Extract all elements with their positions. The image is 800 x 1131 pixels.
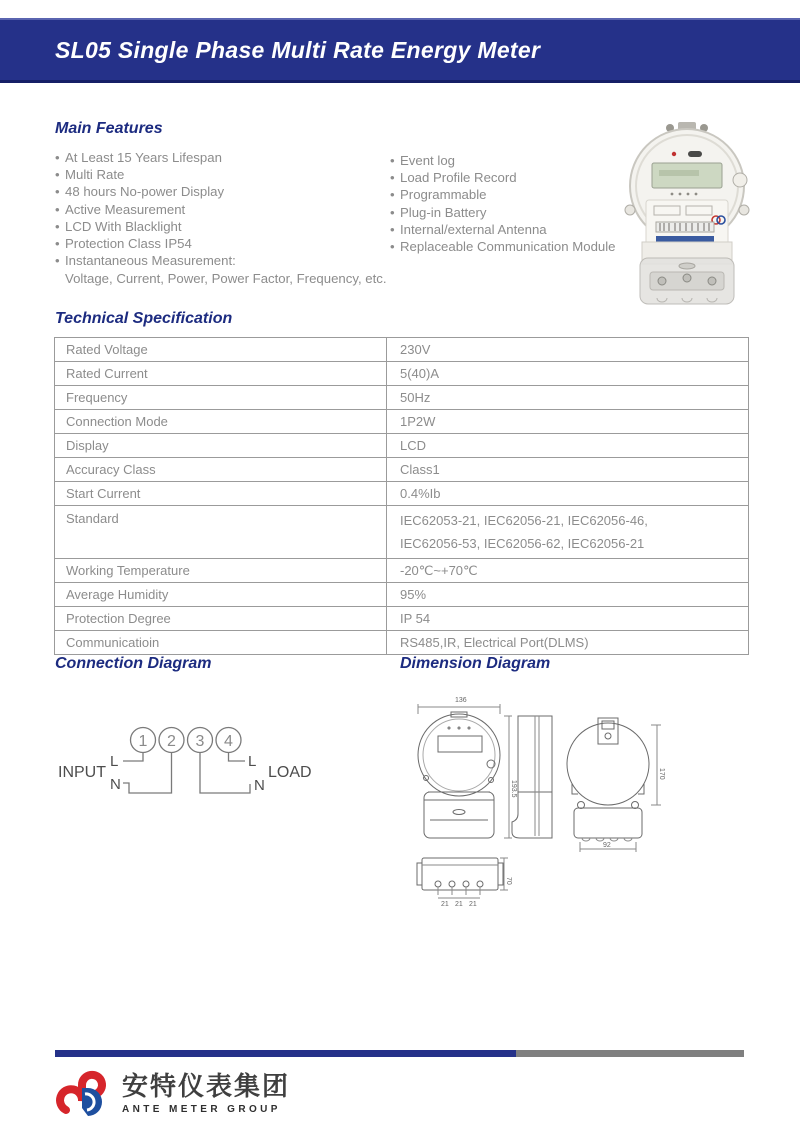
feature-item: • Multi Rate bbox=[55, 166, 385, 183]
dim-terminal-pitch: 21 bbox=[469, 901, 477, 908]
spec-label: Protection Degree bbox=[55, 607, 387, 631]
feature-item: • Protection Class IP54 bbox=[55, 235, 385, 252]
spec-table bbox=[54, 337, 749, 655]
footer-rule-blue bbox=[55, 1050, 516, 1057]
feature-item: • Active Measurement bbox=[55, 201, 385, 218]
meter-led bbox=[672, 152, 676, 156]
feature-item: • Load Profile Record bbox=[390, 169, 625, 186]
dim-depth: 70 bbox=[505, 877, 512, 885]
spec-label: Standard bbox=[55, 506, 387, 559]
table-row bbox=[55, 434, 749, 458]
spec-label: Display bbox=[55, 434, 387, 458]
company-logo bbox=[52, 1064, 290, 1122]
dim-terminal-pitch: 21 bbox=[455, 901, 463, 908]
line-label-l-left: L bbox=[110, 753, 119, 770]
feature-item: • Plug-in Battery bbox=[390, 204, 625, 221]
spec-value: -20℃~+70℃ bbox=[387, 559, 749, 583]
spec-label: Rated Current bbox=[55, 362, 387, 386]
line-label-l-right: L bbox=[248, 753, 257, 770]
company-name-block bbox=[122, 1072, 290, 1115]
spec-label: Rated Voltage bbox=[55, 338, 387, 362]
page-title: SL05 Single Phase Multi Rate Energy Meter bbox=[55, 36, 541, 63]
company-name-english: ANTE METER GROUP bbox=[122, 1103, 281, 1115]
table-row bbox=[55, 362, 749, 386]
spec-value: Class1 bbox=[387, 458, 749, 482]
table-row bbox=[55, 386, 749, 410]
feature-item: • Internal/external Antenna bbox=[390, 221, 625, 238]
section-title-main-features: Main Features bbox=[55, 120, 163, 137]
features-list-left bbox=[55, 149, 385, 269]
connection-diagram bbox=[50, 698, 360, 818]
spec-label: Working Temperature bbox=[55, 559, 387, 583]
company-name-chinese: 安特仪表集团 bbox=[122, 1070, 291, 1101]
spec-value-line: IEC62056-53, IEC62056-62, IEC62056-21 bbox=[400, 536, 645, 551]
table-row bbox=[55, 458, 749, 482]
footer-rule bbox=[55, 1050, 744, 1057]
dim-back-width: 92 bbox=[603, 842, 611, 849]
spec-label: Start Current bbox=[55, 482, 387, 506]
feature-item-continuation: Voltage, Current, Power, Power Factor, Frequency, etc. bbox=[65, 271, 387, 286]
terminal-number: 4 bbox=[224, 733, 233, 750]
line-label-n-left: N bbox=[110, 776, 121, 793]
spec-value: 50Hz bbox=[387, 386, 749, 410]
section-title-dimension-diagram: Dimension Diagram bbox=[400, 655, 551, 672]
energy-meter-photo bbox=[612, 122, 762, 307]
spec-value: 95% bbox=[387, 583, 749, 607]
spec-label: Connection Mode bbox=[55, 410, 387, 434]
spec-label: Accuracy Class bbox=[55, 458, 387, 482]
spec-value: IP 54 bbox=[387, 607, 749, 631]
table-row bbox=[55, 410, 749, 434]
feature-item: • Programmable bbox=[390, 186, 625, 203]
features-list-right bbox=[390, 152, 625, 255]
spec-label: Frequency bbox=[55, 386, 387, 410]
table-row bbox=[55, 559, 749, 583]
dim-front-height: 193.5 bbox=[510, 780, 517, 798]
spec-value: 1P2W bbox=[387, 410, 749, 434]
spec-value: 5(40)A bbox=[387, 362, 749, 386]
dimension-diagram bbox=[400, 688, 740, 923]
dim-terminal-pitch: 21 bbox=[441, 901, 449, 908]
input-label: INPUT bbox=[58, 764, 106, 781]
section-title-connection-diagram: Connection Diagram bbox=[55, 655, 212, 672]
terminal-number: 3 bbox=[195, 733, 205, 750]
dim-back-height: 170 bbox=[658, 768, 665, 780]
spec-value: 0.4%Ib bbox=[387, 482, 749, 506]
spec-value-line: IEC62053-21, IEC62056-21, IEC62056-46, bbox=[400, 513, 648, 528]
title-banner bbox=[0, 18, 800, 83]
feature-item: • LCD With Blacklight bbox=[55, 218, 385, 235]
feature-item: • At Least 15 Years Lifespan bbox=[55, 149, 385, 166]
terminal-number: 1 bbox=[138, 733, 148, 750]
ante-logo-icon bbox=[52, 1064, 112, 1122]
load-label: LOAD bbox=[268, 764, 312, 781]
table-row bbox=[55, 607, 749, 631]
spec-value: RS485,IR, Electrical Port(DLMS) bbox=[387, 631, 749, 655]
spec-value: 230V bbox=[387, 338, 749, 362]
feature-item: • Event log bbox=[390, 152, 625, 169]
footer-rule-gray bbox=[516, 1050, 744, 1057]
table-row bbox=[55, 506, 749, 559]
spec-label: Communicatioin bbox=[55, 631, 387, 655]
section-title-technical-specification: Technical Specification bbox=[55, 310, 233, 327]
table-row bbox=[55, 583, 749, 607]
feature-item: • Instantaneous Measurement: bbox=[55, 252, 385, 269]
spec-value bbox=[387, 506, 749, 559]
table-row bbox=[55, 482, 749, 506]
spec-label: Average Humidity bbox=[55, 583, 387, 607]
table-row bbox=[55, 338, 749, 362]
terminal-number: 2 bbox=[167, 733, 176, 750]
feature-item: • Replaceable Communication Module bbox=[390, 238, 625, 255]
table-row bbox=[55, 631, 749, 655]
spec-value: LCD bbox=[387, 434, 749, 458]
dim-front-width: 136 bbox=[455, 697, 467, 704]
line-label-n-right: N bbox=[254, 777, 265, 794]
feature-item: • 48 hours No-power Display bbox=[55, 183, 385, 200]
